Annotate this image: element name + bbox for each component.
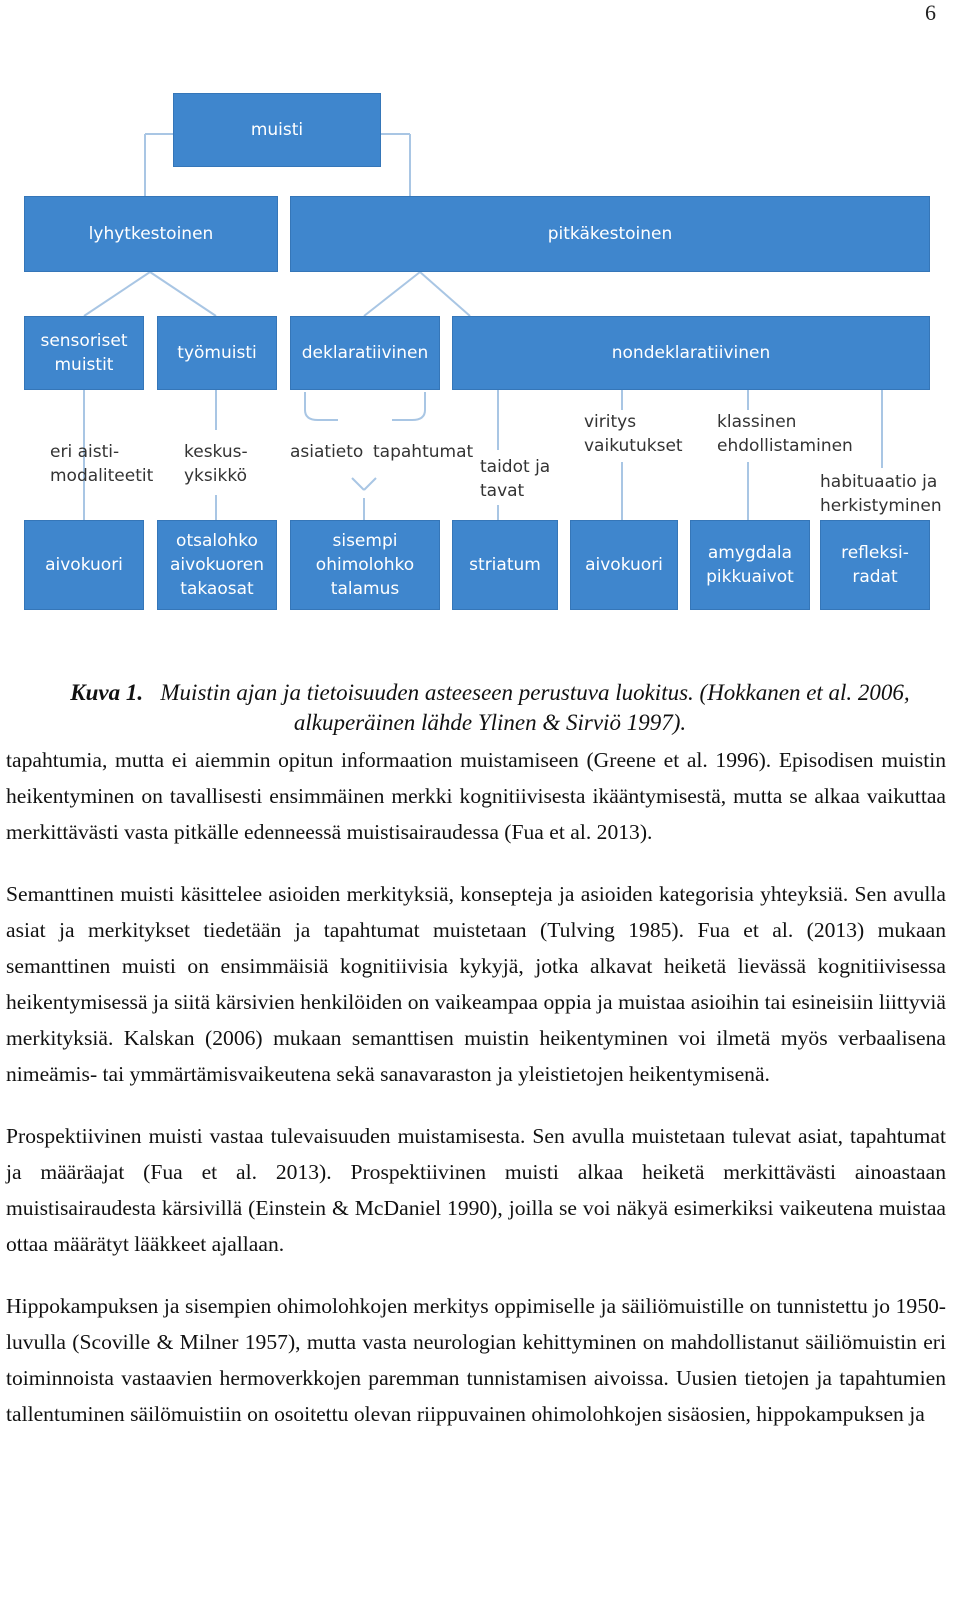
region-cortex-box: aivokuori <box>24 520 144 610</box>
paragraph: Hippokampuksen ja sisempien ohimolohkojen merkitys oppimiselle ja säiliömuistille on tunnistettu jo 1950-luvulla (Scoville & Milner 1957), mutta vasta neurologian kehittyminen on mahdollistanut säiliömuistin eri toiminnoista vastaavien hermoverkkojen paremman tunnistamisen aivoissa. Uusien tietojen ja tapahtumien tallentuminen säilömuistiin on osoitettu olevan riippuvainen ohimolohkojen sisäosien, hippokampuksen ja <box>6 1294 946 1426</box>
memory-root-box: muisti <box>173 93 381 167</box>
sensory-memory-box: sensoriset muistit <box>24 316 144 390</box>
label-events: tapahtumat <box>373 442 474 462</box>
region-amygdala-box: amygdala pikkuaivot <box>690 520 810 610</box>
memory-classification-diagram <box>0 0 960 640</box>
label-modalities: eri aisti- modaliteetit <box>50 442 154 486</box>
long-term-box: pitkäkestoinen <box>290 196 930 272</box>
label-central-unit: keskus- yksikkö <box>184 442 248 486</box>
region-cortex2-box: aivokuori <box>570 520 678 610</box>
caption-text: Muistin ajan ja tietoisuuden asteeseen perustuva luokitus. (Hokkanen et al. 2006, alkuperäinen lähde Ylinen & Sirviö 1997). <box>160 680 910 735</box>
nondeclarative-box: nondeklaratiivinen <box>452 316 930 390</box>
paragraph: Prospektiivinen muisti vastaa tulevaisuuden muistamisesta. Sen avulla muistetaan tulevat asiat, tapahtumat ja määräajat (Fua et al. 2013). Prospektiivinen muisti alkaa heiketä merkittävästi ainoastaan muistisairaudesta kärsivillä (Einstein & McDaniel 1990), joilla se voi näkyä esimerkiksi vaikeutena muistaa ottaa määrätyt lääkkeet ajallaan. <box>6 1124 946 1256</box>
body-text <box>6 742 946 1458</box>
declarative-box: deklaratiivinen <box>290 316 440 390</box>
label-skills: taidot ja tavat <box>480 457 551 501</box>
label-habituation: habituaatio ja herkistyminen <box>820 472 942 516</box>
caption-label: Kuva 1. <box>70 680 144 705</box>
label-facts: asiatieto <box>290 442 364 462</box>
page-number: 6 <box>925 0 936 25</box>
region-striatum-box: striatum <box>452 520 558 610</box>
working-memory-box: työmuisti <box>157 316 277 390</box>
region-reflex-box: refleksi- radat <box>820 520 930 610</box>
region-temporal-box: sisempi ohimolohko talamus <box>290 520 440 610</box>
short-term-box: lyhytkestoinen <box>24 196 278 272</box>
label-classical: klassinen ehdollistaminen <box>717 412 853 456</box>
paragraph: tapahtumia, mutta ei aiemmin opitun informaation muistamiseen (Greene et al. 1996). Episodisen muistin heikentyminen on tavallisesti ensimmäinen merkki kognitiivisesta ikääntymisestä, mutta se alkaa vaikuttaa merkittävästi vasta pitkälle edenneessä muistisairaudessa (Fua et al. 2013). <box>6 748 946 844</box>
figure-caption <box>40 678 940 738</box>
paragraph: Semanttinen muisti käsittelee asioiden merkityksiä, konsepteja ja asioiden kategorisia yhteyksiä. Sen avulla asiat ja merkitykset tiedetään ja tapahtumat muistetaan (Tulving 1985). Fua et al. (2013) mukaan semanttinen muisti on ensimmäisiä kognitiivisia kykyjä, jotka alkavat heiketä lievässä kognitiivisessa heikentymisessä ja siitä kärsivien henkilöiden on vaikeampaa oppia ja muistaa asioihin tai esineisiin liittyviä merkityksiä. Kalskan (2006) mukaan semanttisen muistin heikentyminen voi ilmetä myös verbaalisena nimeämis- tai ymmärtämisvaikeutena sekä sanavaraston ja yleistietojen heikentymisenä. <box>6 882 946 1086</box>
label-priming: viritys vaikutukset <box>584 412 683 456</box>
region-frontal-box: otsalohko aivokuoren takaosat <box>157 520 277 610</box>
